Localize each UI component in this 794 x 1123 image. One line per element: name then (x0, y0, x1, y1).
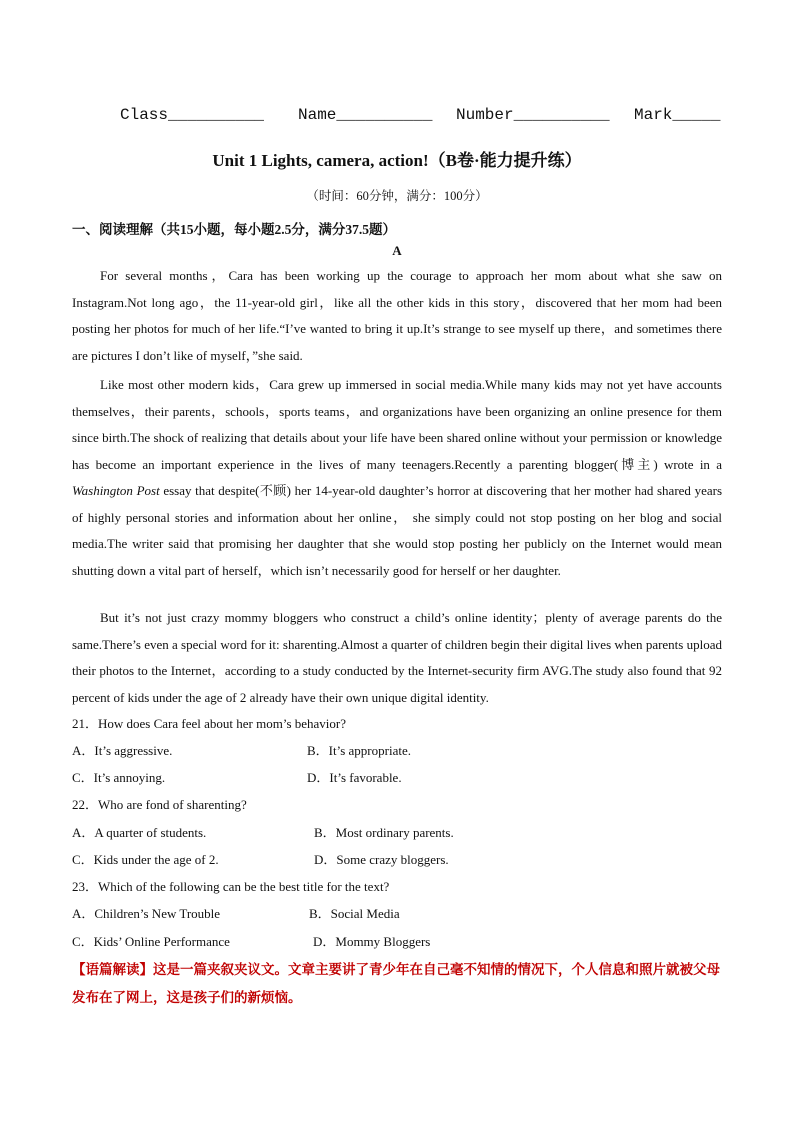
q23-option-a: A．Children’s New Trouble (72, 906, 221, 921)
q22-option-a: A．A quarter of students. (72, 825, 207, 840)
passage-analysis: 【语篇解读】这是一篇夹叙夹议文。文章主要讲了青少年在自己毫不知情的情况下，个人信息和照片就被父母发布在了网上，这是孩子们的新烦恼。 (72, 962, 720, 1005)
passage-label: A (392, 243, 402, 258)
question-22: 22．Who are fond of sharenting? (72, 797, 247, 812)
class-field: Class__________ (120, 106, 265, 124)
q21-option-d: D．It’s favorable. (307, 770, 402, 785)
q21-option-b: B．It’s appropriate. (307, 743, 411, 758)
paragraph-1: For several months，Cara has been working up the courage to approach her mom about what she saw on Instagram.Not long ago，the 11-year-old girl，like all the other kids in this story，discovered that her mom had been posting her photos for much of her life.“I’ve wanted to bring it up.It’s strange to see myself up there，and sometimes there are pictures I don’t like of myself，”she said. (72, 268, 722, 363)
q22-option-c: C．Kids under the age of 2. (72, 852, 219, 867)
newspaper-name: Washington Post (72, 483, 160, 498)
q22-option-b: B．Most ordinary parents. (314, 825, 454, 840)
q23-option-c: C．Kids’ Online Performance (72, 934, 230, 949)
mark-field: Mark_____ (634, 106, 721, 124)
question-21: 21．How does Cara feel about her mom’s behavior? (72, 716, 347, 731)
question-23: 23．Which of the following can be the best title for the text? (72, 879, 390, 894)
q21-option-a: A．It’s aggressive. (72, 743, 173, 758)
paragraph-2-text-b: essay that despite(不顾) her 14-year-old daughter’s horror at discovering that her mother had shared years of highly personal stories and information about her online， she simply could not stop posting on her blog and social media.The writer said that promising her daughter that she would stop posting her publicly on the Internet would mean shutting down a vital part of herself，which isn’t necessarily good for herself or her daughter. (72, 483, 722, 578)
number-field: Number__________ (456, 106, 610, 124)
page-title: Unit 1 Lights, camera, action!（B卷·能力提升练） (212, 151, 582, 170)
paragraph-3: But it’s not just crazy mommy bloggers who construct a child’s online identity；plenty of average parents do the same.There’s even a special word for it: sharenting.Almost a quarter of children begin their digital lives when parents upload their photos to the Internet，according to a study conducted by the Internet-security firm AVG.The study also found that 92 percent of kids under the age of 2 already have their own unique digital identity. (72, 610, 722, 705)
q22-option-d: D．Some crazy bloggers. (314, 852, 449, 867)
q23-option-d: D．Mommy Bloggers (313, 934, 431, 949)
section-heading: 一、阅读理解（共15小题，每小题2.5分，满分37.5题） (72, 222, 396, 237)
paragraph-2 (72, 372, 722, 584)
q21-option-c: C．It’s annoying. (72, 770, 166, 785)
q23-option-b: B．Social Media (309, 906, 400, 921)
exam-time-info: （时间：60分钟，满分：100分） (306, 189, 488, 203)
paragraph-2-text-a: Like most other modern kids，Cara grew up immersed in social media.While many kids may not yet have accounts themselves，their parents，schools，sports teams，and organizations have been organizing an online presence for them since birth.The shock of realizing that details about your life have been shared online without your permission or knowledge has become an important experience in the lives of many teenagers.Recently a parenting blogger(博主) wrote in a (72, 377, 722, 472)
name-field: Name__________ (298, 106, 433, 124)
